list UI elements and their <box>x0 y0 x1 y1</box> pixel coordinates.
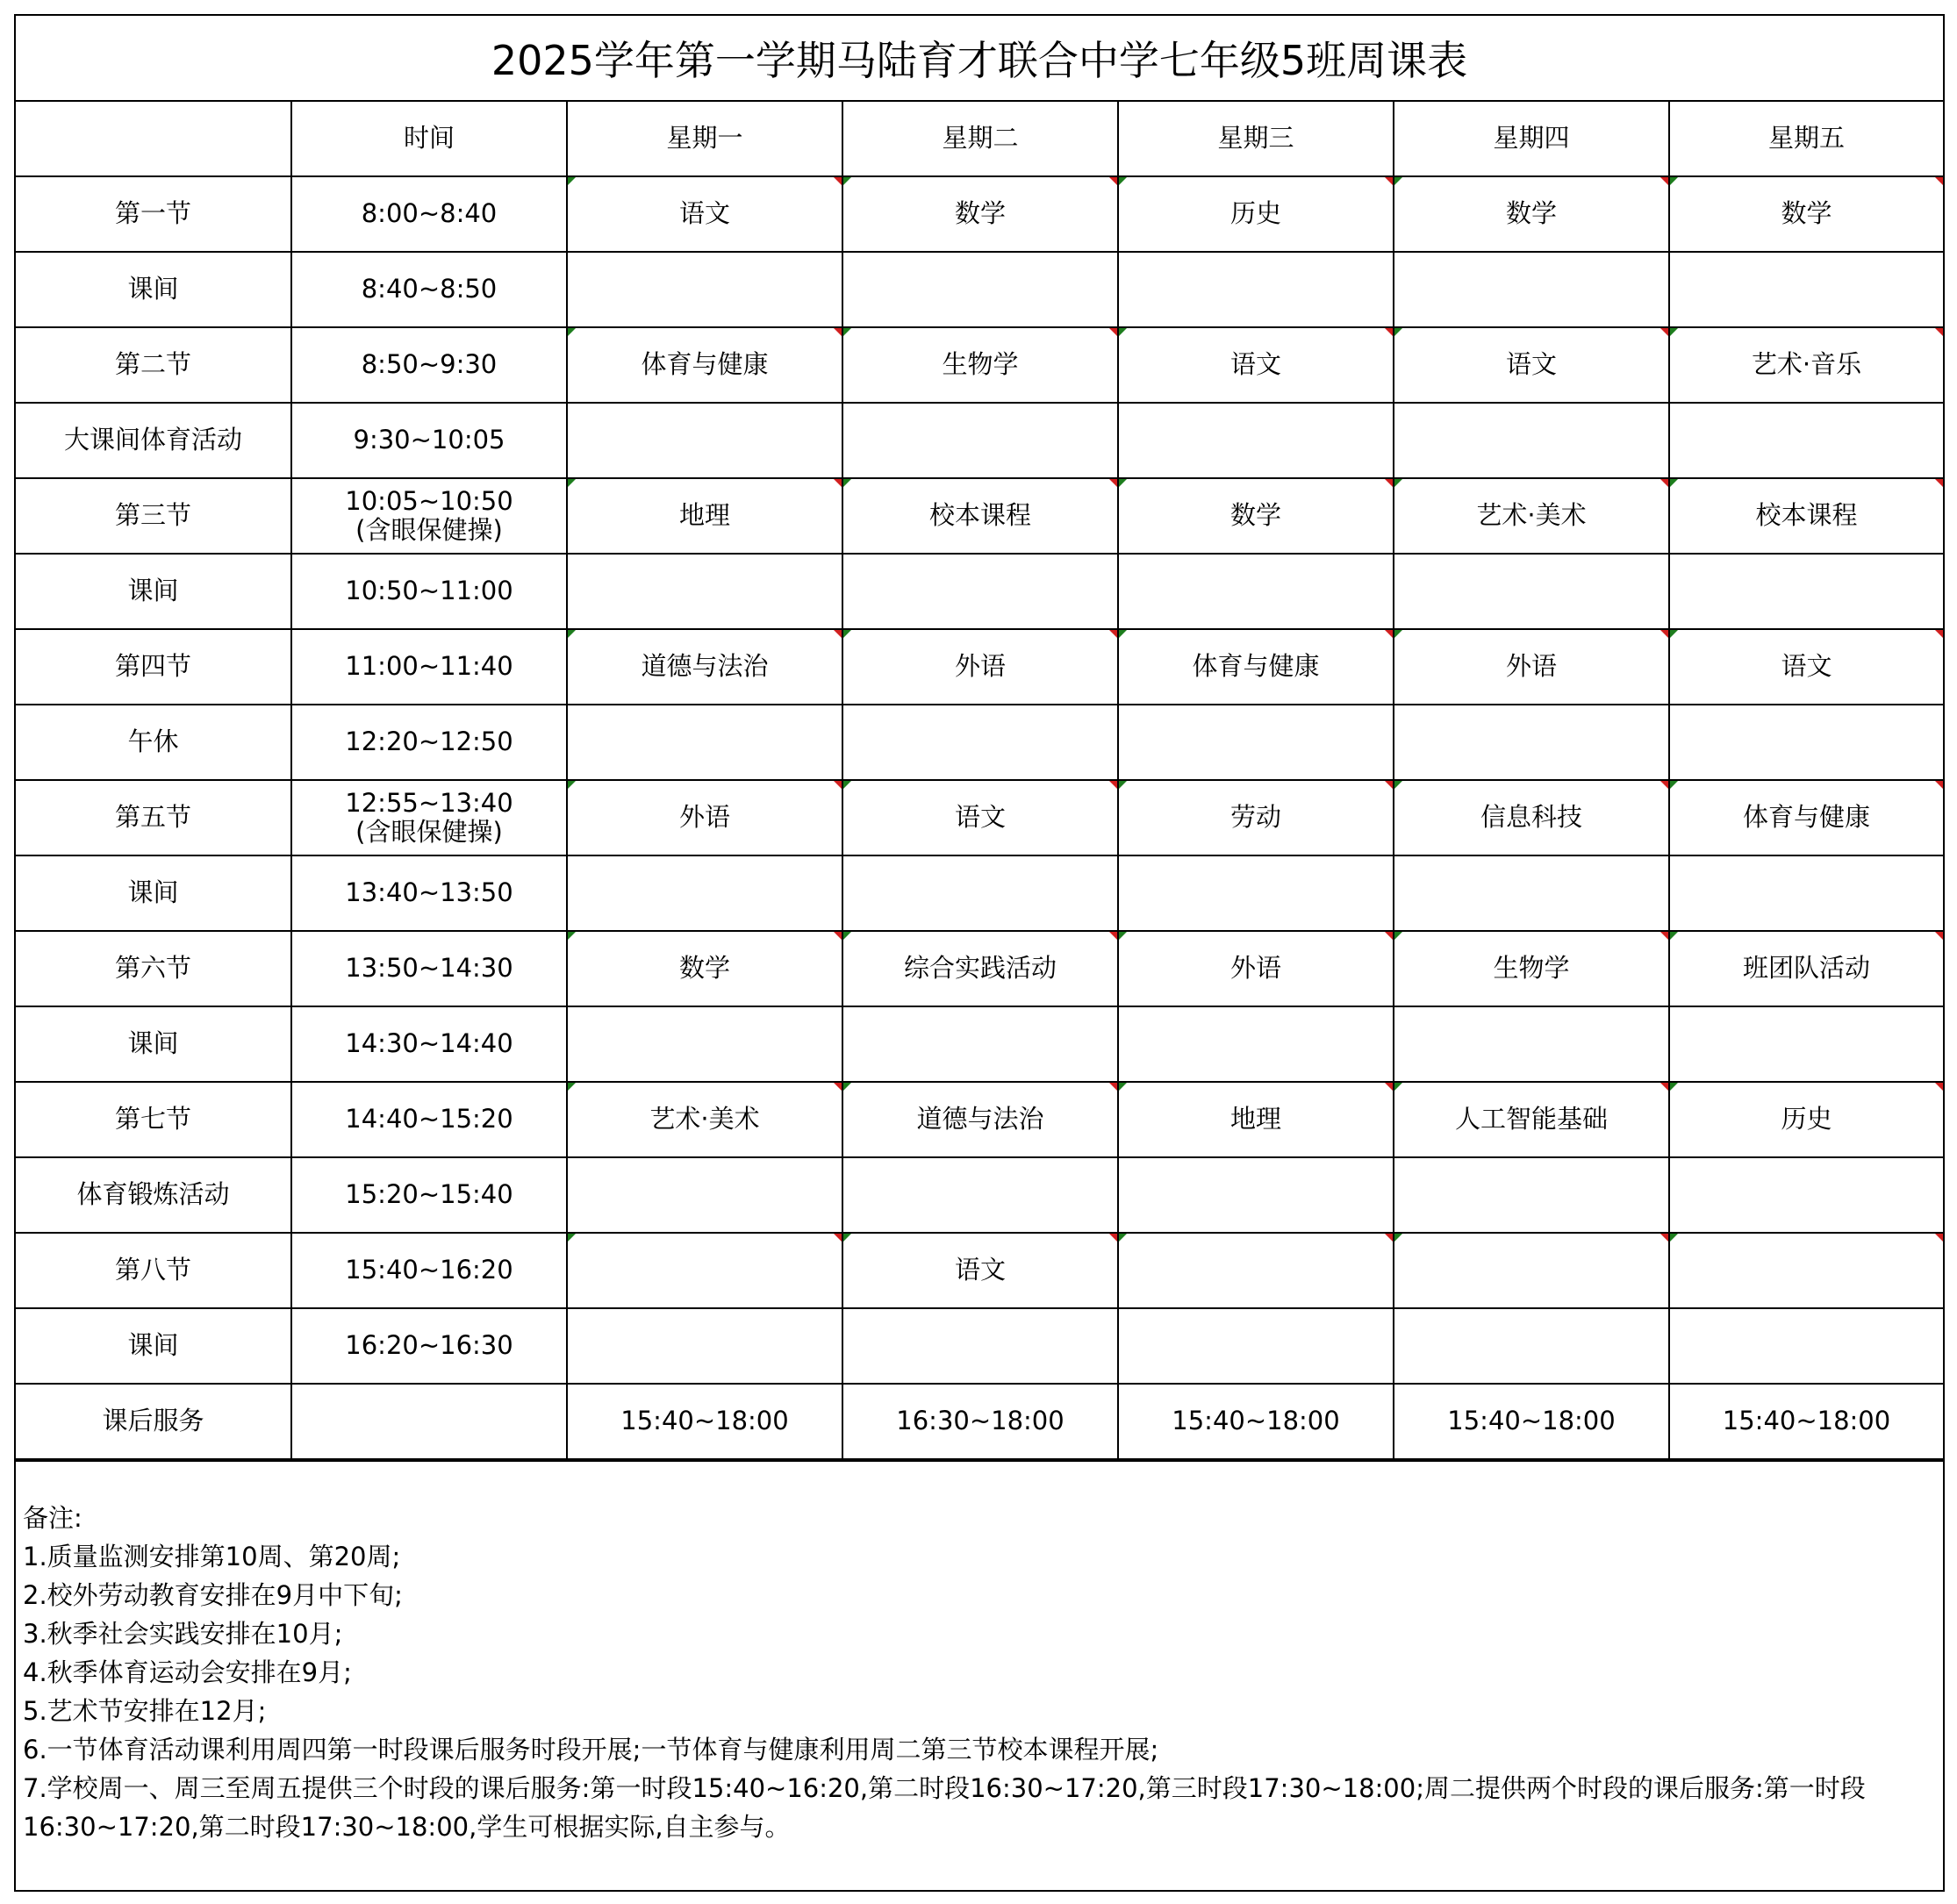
notes-section <box>23 1499 1932 1846</box>
header-day-wed: 星期三 <box>1118 102 1394 176</box>
subject-cell <box>1118 554 1394 629</box>
subject-text: 15:40~18:00 <box>1722 1406 1891 1436</box>
comment-indicator-red <box>834 630 842 638</box>
time-cell <box>291 705 567 780</box>
subject-cell <box>567 252 842 327</box>
subject-cell <box>1394 1308 1669 1384</box>
subject-cell <box>1669 252 1943 327</box>
subject-cell <box>1394 1157 1669 1233</box>
comment-indicator-green <box>1670 1234 1678 1242</box>
comment-indicator-red <box>834 781 842 789</box>
comment-indicator-green <box>1119 1083 1127 1091</box>
subject-text: 语文 <box>954 802 1006 833</box>
subject-cell <box>1394 327 1669 403</box>
comment-indicator-green <box>1394 177 1402 185</box>
note-item: 1.质量监测安排第10周、第20周; <box>23 1542 401 1571</box>
subject-cell <box>1669 1233 1943 1308</box>
subject-cell <box>1669 327 1943 403</box>
header-corner-cell <box>16 102 291 176</box>
note-item: 5.艺术节安排在12月; <box>23 1696 267 1726</box>
comment-indicator-green <box>1394 479 1402 487</box>
subject-text: 地理 <box>678 500 730 531</box>
subject-cell <box>842 1384 1118 1460</box>
subject-text: 生物学 <box>1493 953 1570 984</box>
header-day-fri: 星期五 <box>1669 102 1943 176</box>
subject-text: 体育与健康 <box>1192 651 1320 682</box>
time-cell <box>291 780 567 855</box>
comment-indicator-red <box>1935 1083 1943 1091</box>
subject-cell <box>567 705 842 780</box>
subject-cell <box>842 554 1118 629</box>
subject-text: 生物学 <box>942 349 1019 380</box>
time-note: (含眼保健操) <box>355 515 503 545</box>
subject-text: 15:40~18:00 <box>1447 1406 1616 1436</box>
subject-cell <box>842 1308 1118 1384</box>
time-range: 12:55~13:40 <box>345 787 513 818</box>
timetable <box>16 102 1943 1462</box>
subject-text: 外语 <box>954 651 1006 682</box>
comment-indicator-green <box>843 932 851 940</box>
subject-text: 道德与法治 <box>641 651 769 682</box>
subject-text: 综合实践活动 <box>903 953 1057 984</box>
comment-indicator-red <box>1385 630 1393 638</box>
comment-indicator-green <box>1670 781 1678 789</box>
subject-cell <box>842 327 1118 403</box>
subject-cell <box>1394 554 1669 629</box>
comment-indicator-green <box>1119 781 1127 789</box>
period-label: 课间 <box>16 1308 291 1384</box>
subject-cell <box>567 403 842 478</box>
subject-cell <box>842 931 1118 1006</box>
subject-cell <box>1394 931 1669 1006</box>
page-title: 2025学年第一学期马陆育才联合中学七年级5班周课表 <box>16 16 1943 102</box>
table-row <box>16 1006 1943 1082</box>
subject-text: 艺术·美术 <box>649 1104 760 1135</box>
comment-indicator-red <box>1385 177 1393 185</box>
table-row <box>16 554 1943 629</box>
subject-text: 历史 <box>1781 1104 1832 1135</box>
period-label: 午休 <box>16 705 291 780</box>
subject-cell <box>1118 403 1394 478</box>
comment-indicator-green <box>1119 328 1127 336</box>
period-label: 课后服务 <box>16 1384 291 1460</box>
subject-text: 外语 <box>678 802 730 833</box>
subject-cell <box>567 1082 842 1157</box>
comment-indicator-green <box>843 781 851 789</box>
comment-indicator-green <box>568 1083 576 1091</box>
period-label: 课间 <box>16 855 291 931</box>
comment-indicator-red <box>1109 781 1117 789</box>
comment-indicator-green <box>1670 177 1678 185</box>
subject-cell <box>1669 1384 1943 1460</box>
subject-cell <box>567 855 842 931</box>
subject-cell <box>567 1233 842 1308</box>
subject-cell <box>1394 780 1669 855</box>
subject-text: 语文 <box>678 198 730 229</box>
subject-cell <box>567 327 842 403</box>
table-row <box>16 705 1943 780</box>
time-range: 10:50~11:00 <box>345 576 513 606</box>
comment-indicator-red <box>1385 1083 1393 1091</box>
comment-indicator-red <box>1660 177 1668 185</box>
time-cell <box>291 478 567 554</box>
comment-indicator-red <box>1935 932 1943 940</box>
comment-indicator-green <box>843 177 851 185</box>
comment-indicator-green <box>843 328 851 336</box>
subject-cell <box>842 1082 1118 1157</box>
time-range: 8:00~8:40 <box>361 198 498 229</box>
table-row <box>16 252 1943 327</box>
time-cell <box>291 554 567 629</box>
comment-indicator-green <box>1119 177 1127 185</box>
time-range: 8:50~9:30 <box>361 349 498 380</box>
note-item: 4.秋季体育运动会安排在9月; <box>23 1657 352 1687</box>
header-day-mon: 星期一 <box>567 102 842 176</box>
subject-text: 艺术·音乐 <box>1751 349 1862 380</box>
subject-text: 数学 <box>1229 500 1281 531</box>
subject-text: 语文 <box>1781 651 1832 682</box>
subject-cell <box>1394 176 1669 252</box>
subject-text: 15:40~18:00 <box>1172 1406 1340 1436</box>
period-label: 课间 <box>16 554 291 629</box>
comment-indicator-green <box>1119 932 1127 940</box>
period-label: 第二节 <box>16 327 291 403</box>
time-cell <box>291 1384 567 1460</box>
subject-cell <box>842 252 1118 327</box>
time-cell <box>291 327 567 403</box>
subject-text: 数学 <box>678 953 730 984</box>
subject-cell <box>1118 855 1394 931</box>
comment-indicator-red <box>1109 479 1117 487</box>
subject-cell <box>842 705 1118 780</box>
note-item: 7.学校周一、周三至周五提供三个时段的课后服务:第一时段15:40~16:20,第二时段16:30~17:20,第三时段17:30~18:00;周二提供两个时段的课后服务:第一时段16:30~17:20,第二时段17:30~18:00,学生可根据实际,自主参与。 <box>23 1773 1866 1842</box>
subject-text: 校本课程 <box>928 500 1031 531</box>
comment-indicator-red <box>1935 1234 1943 1242</box>
time-cell <box>291 1082 567 1157</box>
comment-indicator-red <box>834 1234 842 1242</box>
subject-text: 信息科技 <box>1480 802 1582 833</box>
time-range: 8:40~8:50 <box>361 274 498 304</box>
subject-cell <box>1669 1308 1943 1384</box>
comment-indicator-green <box>1670 479 1678 487</box>
comment-indicator-red <box>1660 328 1668 336</box>
subject-cell <box>1394 403 1669 478</box>
table-row <box>16 1384 1943 1460</box>
comment-indicator-red <box>834 177 842 185</box>
subject-cell <box>1669 478 1943 554</box>
subject-cell <box>1118 629 1394 705</box>
subject-text: 体育与健康 <box>1742 802 1870 833</box>
comment-indicator-green <box>568 932 576 940</box>
subject-cell <box>1394 1082 1669 1157</box>
subject-cell <box>842 176 1118 252</box>
header-time: 时间 <box>291 102 567 176</box>
subject-cell <box>842 1157 1118 1233</box>
comment-indicator-green <box>843 1234 851 1242</box>
time-range: 14:40~15:20 <box>345 1104 513 1135</box>
subject-cell <box>1118 1233 1394 1308</box>
subject-cell <box>1669 176 1943 252</box>
period-label: 第七节 <box>16 1082 291 1157</box>
comment-indicator-green <box>568 328 576 336</box>
subject-cell <box>1669 780 1943 855</box>
comment-indicator-red <box>1935 781 1943 789</box>
comment-indicator-red <box>1385 328 1393 336</box>
subject-cell <box>842 1006 1118 1082</box>
comment-indicator-green <box>1394 328 1402 336</box>
subject-cell <box>1118 780 1394 855</box>
time-cell <box>291 1006 567 1082</box>
table-row <box>16 780 1943 855</box>
subject-text: 语文 <box>1229 349 1281 380</box>
time-note: (含眼保健操) <box>355 817 503 847</box>
time-cell <box>291 931 567 1006</box>
comment-indicator-red <box>1660 479 1668 487</box>
subject-text: 班团队活动 <box>1742 953 1870 984</box>
subject-text: 道德与法治 <box>916 1104 1044 1135</box>
time-cell <box>291 1233 567 1308</box>
subject-cell <box>842 478 1118 554</box>
note-item: 3.秋季社会实践安排在10月; <box>23 1619 343 1649</box>
subject-text: 数学 <box>1781 198 1832 229</box>
comment-indicator-red <box>1109 932 1117 940</box>
subject-text: 校本课程 <box>1755 500 1858 531</box>
header-day-thu: 星期四 <box>1394 102 1669 176</box>
comment-indicator-red <box>1935 630 1943 638</box>
notes-heading: 备注: <box>23 1503 82 1533</box>
comment-indicator-green <box>1670 1083 1678 1091</box>
comment-indicator-red <box>1109 1234 1117 1242</box>
subject-text: 外语 <box>1229 953 1281 984</box>
subject-cell <box>1394 1384 1669 1460</box>
subject-cell <box>1118 931 1394 1006</box>
comment-indicator-red <box>834 932 842 940</box>
subject-cell <box>1118 176 1394 252</box>
comment-indicator-green <box>843 630 851 638</box>
subject-text: 外语 <box>1505 651 1557 682</box>
time-cell <box>291 855 567 931</box>
table-row <box>16 855 1943 931</box>
subject-text: 数学 <box>954 198 1006 229</box>
table-row <box>16 1233 1943 1308</box>
subject-cell <box>842 855 1118 931</box>
comment-indicator-red <box>1660 1083 1668 1091</box>
comment-indicator-green <box>1119 630 1127 638</box>
subject-text: 语文 <box>1505 349 1557 380</box>
subject-cell <box>567 1384 842 1460</box>
comment-indicator-red <box>834 1083 842 1091</box>
subject-cell <box>1669 931 1943 1006</box>
table-row <box>16 1082 1943 1157</box>
comment-indicator-green <box>568 630 576 638</box>
subject-text: 地理 <box>1229 1104 1281 1135</box>
time-cell <box>291 403 567 478</box>
subject-cell <box>842 1233 1118 1308</box>
period-label: 体育锻炼活动 <box>16 1157 291 1233</box>
period-label: 课间 <box>16 252 291 327</box>
time-range: 13:50~14:30 <box>345 953 513 984</box>
period-label: 大课间体育活动 <box>16 403 291 478</box>
period-label: 第三节 <box>16 478 291 554</box>
subject-cell <box>1394 629 1669 705</box>
subject-cell <box>567 780 842 855</box>
subject-text: 16:30~18:00 <box>896 1406 1065 1436</box>
table-row <box>16 176 1943 252</box>
subject-text: 艺术·美术 <box>1476 500 1587 531</box>
comment-indicator-green <box>1394 630 1402 638</box>
comment-indicator-red <box>1660 1234 1668 1242</box>
comment-indicator-green <box>1394 1083 1402 1091</box>
comment-indicator-red <box>1109 177 1117 185</box>
comment-indicator-red <box>1935 328 1943 336</box>
subject-text: 体育与健康 <box>641 349 769 380</box>
time-range: 9:30~10:05 <box>353 425 505 455</box>
time-range: 15:40~16:20 <box>345 1255 513 1285</box>
comment-indicator-green <box>568 1234 576 1242</box>
table-row <box>16 931 1943 1006</box>
comment-indicator-red <box>1660 781 1668 789</box>
subject-cell <box>1118 252 1394 327</box>
timetable-sheet <box>14 14 1945 1892</box>
comment-indicator-green <box>1394 1234 1402 1242</box>
table-row <box>16 478 1943 554</box>
comment-indicator-green <box>568 479 576 487</box>
time-cell <box>291 252 567 327</box>
header-row <box>16 102 1943 176</box>
comment-indicator-red <box>834 328 842 336</box>
time-cell <box>291 1157 567 1233</box>
subject-cell <box>1669 629 1943 705</box>
subject-cell <box>567 554 842 629</box>
subject-cell <box>1118 1384 1394 1460</box>
comment-indicator-green <box>1394 781 1402 789</box>
note-item: 6.一节体育活动课利用周四第一时段课后服务时段开展;一节体育与健康利用周二第三节校本课程开展; <box>23 1735 1159 1764</box>
note-item: 2.校外劳动教育安排在9月中下旬; <box>23 1580 403 1610</box>
subject-cell <box>567 1308 842 1384</box>
subject-cell <box>1669 1082 1943 1157</box>
subject-cell <box>842 403 1118 478</box>
subject-cell <box>1669 554 1943 629</box>
comment-indicator-green <box>1670 328 1678 336</box>
subject-text: 劳动 <box>1229 802 1281 833</box>
subject-cell <box>1118 1006 1394 1082</box>
time-cell <box>291 629 567 705</box>
subject-cell <box>1669 855 1943 931</box>
subject-cell <box>567 478 842 554</box>
comment-indicator-green <box>843 1083 851 1091</box>
subject-text: 数学 <box>1505 198 1557 229</box>
table-row <box>16 1308 1943 1384</box>
subject-text: 历史 <box>1229 198 1281 229</box>
comment-indicator-green <box>568 177 576 185</box>
comment-indicator-red <box>1935 177 1943 185</box>
subject-cell <box>567 629 842 705</box>
comment-indicator-red <box>834 479 842 487</box>
subject-cell <box>1118 327 1394 403</box>
table-row <box>16 327 1943 403</box>
period-label: 第六节 <box>16 931 291 1006</box>
subject-cell <box>1394 705 1669 780</box>
comment-indicator-green <box>568 781 576 789</box>
subject-cell <box>567 1157 842 1233</box>
comment-indicator-red <box>1660 630 1668 638</box>
subject-text: 15:40~18:00 <box>620 1406 789 1436</box>
period-label: 第一节 <box>16 176 291 252</box>
subject-cell <box>567 176 842 252</box>
subject-cell <box>1394 855 1669 931</box>
subject-cell <box>842 780 1118 855</box>
comment-indicator-red <box>1385 1234 1393 1242</box>
time-cell <box>291 1308 567 1384</box>
comment-indicator-green <box>843 479 851 487</box>
comment-indicator-red <box>1109 630 1117 638</box>
subject-cell <box>1669 403 1943 478</box>
comment-indicator-green <box>1394 932 1402 940</box>
subject-cell <box>842 629 1118 705</box>
subject-cell <box>1394 1233 1669 1308</box>
period-label: 第四节 <box>16 629 291 705</box>
time-range: 15:20~15:40 <box>345 1179 513 1210</box>
subject-cell <box>1394 478 1669 554</box>
time-range: 13:40~13:50 <box>345 877 513 908</box>
time-range: 16:20~16:30 <box>345 1330 513 1361</box>
comment-indicator-green <box>1119 479 1127 487</box>
subject-cell <box>1669 1157 1943 1233</box>
time-cell <box>291 176 567 252</box>
subject-cell <box>1118 1308 1394 1384</box>
header-day-tue: 星期二 <box>842 102 1118 176</box>
subject-cell <box>1118 1082 1394 1157</box>
table-row <box>16 629 1943 705</box>
subject-text: 人工智能基础 <box>1454 1104 1608 1135</box>
period-label: 课间 <box>16 1006 291 1082</box>
subject-cell <box>1394 252 1669 327</box>
subject-cell <box>567 931 842 1006</box>
subject-cell <box>1118 478 1394 554</box>
time-range: 11:00~11:40 <box>345 651 513 682</box>
comment-indicator-red <box>1109 1083 1117 1091</box>
subject-cell <box>1669 705 1943 780</box>
time-range: 14:30~14:40 <box>345 1028 513 1059</box>
comment-indicator-red <box>1385 479 1393 487</box>
subject-cell <box>1118 1157 1394 1233</box>
comment-indicator-red <box>1385 781 1393 789</box>
time-range: 10:05~10:50 <box>345 485 513 516</box>
comment-indicator-red <box>1109 328 1117 336</box>
subject-cell <box>1669 1006 1943 1082</box>
table-row <box>16 403 1943 478</box>
comment-indicator-red <box>1385 932 1393 940</box>
table-row <box>16 1157 1943 1233</box>
subject-cell <box>1394 1006 1669 1082</box>
subject-cell <box>567 1006 842 1082</box>
time-range: 12:20~12:50 <box>345 727 513 757</box>
comment-indicator-green <box>1119 1234 1127 1242</box>
period-label: 第八节 <box>16 1233 291 1308</box>
subject-text: 语文 <box>954 1255 1006 1285</box>
period-label: 第五节 <box>16 780 291 855</box>
comment-indicator-red <box>1660 932 1668 940</box>
comment-indicator-green <box>1670 630 1678 638</box>
subject-cell <box>1118 705 1394 780</box>
comment-indicator-red <box>1935 479 1943 487</box>
comment-indicator-green <box>1670 932 1678 940</box>
